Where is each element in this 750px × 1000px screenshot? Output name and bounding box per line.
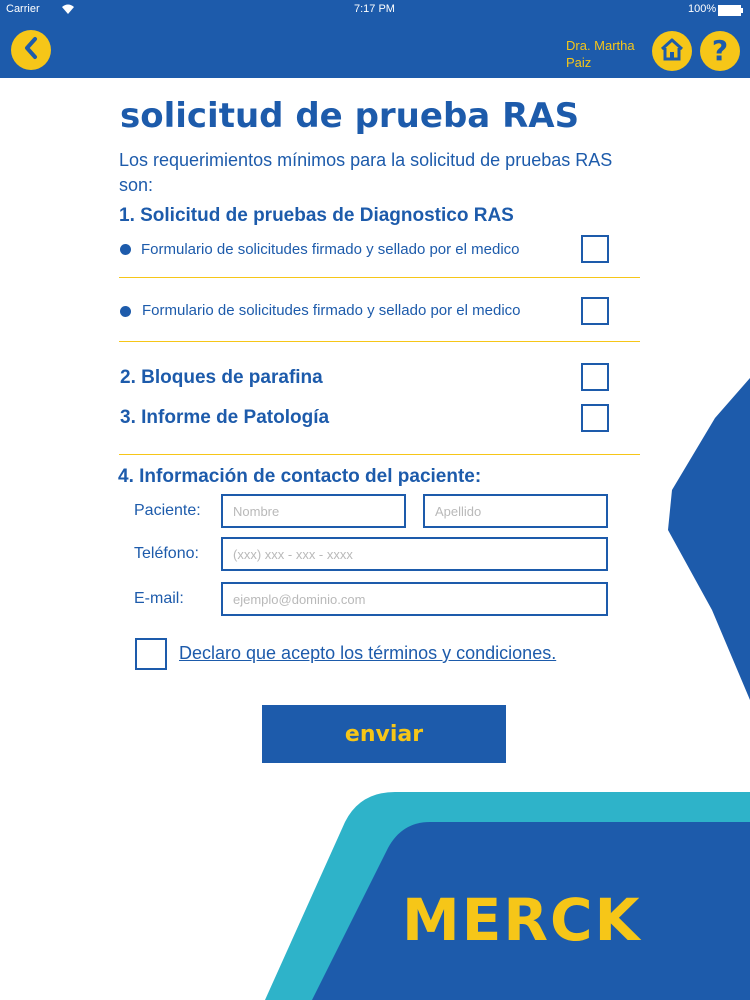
section3-heading: 3. Informe de Patología	[120, 407, 330, 428]
pathology-report-checkbox[interactable]	[581, 404, 609, 432]
section1-heading: 1. Solicitud de pruebas de Diagnostico RAS	[119, 205, 514, 226]
chevron-left-icon	[21, 36, 41, 65]
requirement-2-checkbox[interactable]	[581, 297, 609, 325]
divider	[119, 277, 640, 278]
page-title: solicitud de prueba RAS	[120, 96, 580, 136]
requirement-item-2: Formulario de solicitudes firmado y sellado por el medico	[142, 302, 521, 319]
divider	[119, 341, 640, 342]
merck-logo: MERCK	[402, 886, 642, 954]
help-button[interactable]	[700, 31, 740, 71]
home-button[interactable]	[652, 31, 692, 71]
submit-button[interactable]: enviar	[262, 705, 506, 763]
phone-label: Teléfono:	[134, 545, 199, 562]
status-bar	[0, 0, 750, 20]
back-button[interactable]	[11, 30, 51, 70]
right-blue-shape	[668, 378, 750, 700]
first-name-input[interactable]	[221, 494, 406, 528]
intro-text: Los requerimientos mínimos para la solicitud de pruebas RAS son:	[119, 150, 613, 195]
section4-heading: 4. Información de contacto del paciente:	[118, 466, 482, 487]
patient-label: Paciente:	[134, 502, 201, 519]
paraffin-blocks-checkbox[interactable]	[581, 363, 609, 391]
home-icon	[659, 37, 685, 66]
requirement-1-checkbox[interactable]	[581, 235, 609, 263]
email-input[interactable]	[221, 582, 608, 616]
bullet-dot	[120, 306, 131, 317]
divider	[119, 454, 640, 455]
battery-icon	[718, 5, 744, 19]
carrier-label: Carrier	[6, 3, 40, 15]
requirement-item-1: Formulario de solicitudes firmado y sellado por el medico	[141, 241, 520, 258]
terms-link[interactable]: Declaro que acepto los términos y condiciones.	[179, 643, 557, 663]
last-name-input[interactable]	[423, 494, 608, 528]
email-label: E-mail:	[134, 590, 184, 607]
terms-checkbox[interactable]	[135, 638, 167, 670]
user-name: Dra. Martha Paiz	[566, 38, 635, 70]
battery-label: 100%	[688, 3, 717, 15]
clock-label: 7:17 PM	[354, 3, 395, 15]
help-icon: ?	[711, 34, 729, 67]
wifi-icon	[61, 3, 75, 18]
section2-heading: 2. Bloques de parafina	[120, 367, 323, 388]
phone-input[interactable]	[221, 537, 608, 571]
bullet-dot	[120, 244, 131, 255]
